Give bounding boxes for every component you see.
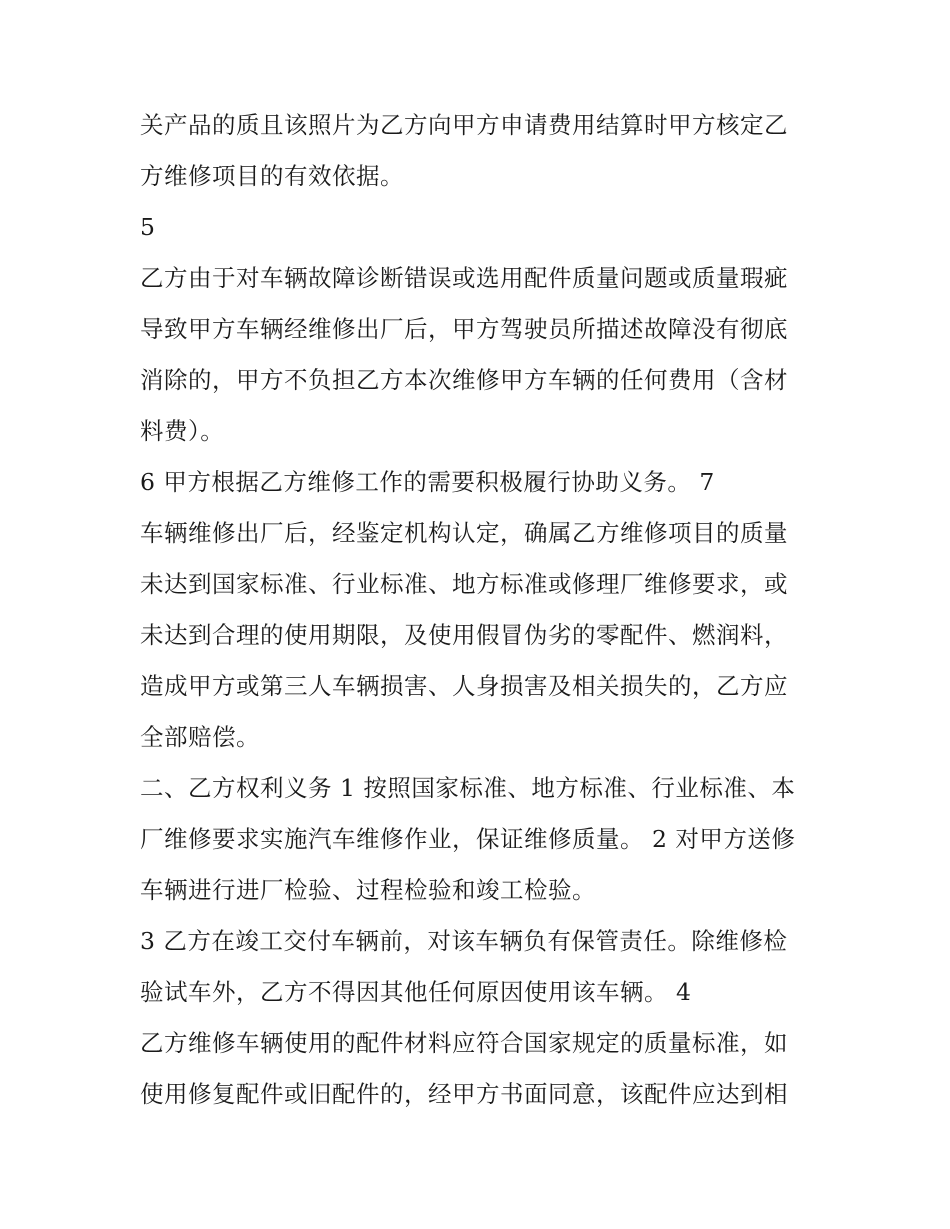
- text-line: 二、乙方权利义务 1 按照国家标准、地方标准、行业标准、本: [140, 774, 796, 802]
- text-line: 3 乙方在竣工交付车辆前，对该车辆负有保管责任。除维修检: [140, 927, 788, 955]
- text-line: 车辆进行进厂检验、过程检验和竣工检验。: [140, 876, 596, 904]
- text-line: 车辆维修出厂后，经鉴定机构认定，确属乙方维修项目的质量: [140, 519, 788, 547]
- text-line: 消除的，甲方不负担乙方本次维修甲方车辆的任何费用（含材: [140, 366, 788, 394]
- text-line: 导致甲方车辆经维修出厂后，甲方驾驶员所描述故障没有彻底: [140, 315, 788, 343]
- text-line: 6 甲方根据乙方维修工作的需要积极履行协助义务。 7: [140, 468, 715, 496]
- text-line: 5: [140, 213, 156, 241]
- text-line: 料费）。: [140, 417, 225, 445]
- text-line: 厂维修要求实施汽车维修作业，保证维修质量。 2 对甲方送修: [140, 825, 796, 853]
- text-line: 乙方由于对车辆故障诊断错误或选用配件质量问题或质量瑕疵: [140, 264, 788, 292]
- text-line: 未达到合理的使用期限，及使用假冒伪劣的零配件、燃润料，: [140, 621, 788, 649]
- text-line: 方维修项目的有效依据。: [140, 162, 404, 190]
- text-line: 关产品的质且该照片为乙方向甲方申请费用结算时甲方核定乙: [140, 111, 788, 139]
- text-line: 使用修复配件或旧配件的，经甲方书面同意，该配件应达到相: [140, 1080, 788, 1108]
- text-line: 全部赔偿。: [140, 723, 260, 751]
- text-line: 造成甲方或第三人车辆损害、人身损害及相关损失的，乙方应: [140, 672, 788, 700]
- document-body: [140, 100, 820, 1120]
- text-line: 验试车外，乙方不得因其他任何原因使用该车辆。 4: [140, 978, 692, 1006]
- text-line: 乙方维修车辆使用的配件材料应符合国家规定的质量标准，如: [140, 1029, 788, 1057]
- text-line: 未达到国家标准、行业标准、地方标准或修理厂维修要求，或: [140, 570, 788, 598]
